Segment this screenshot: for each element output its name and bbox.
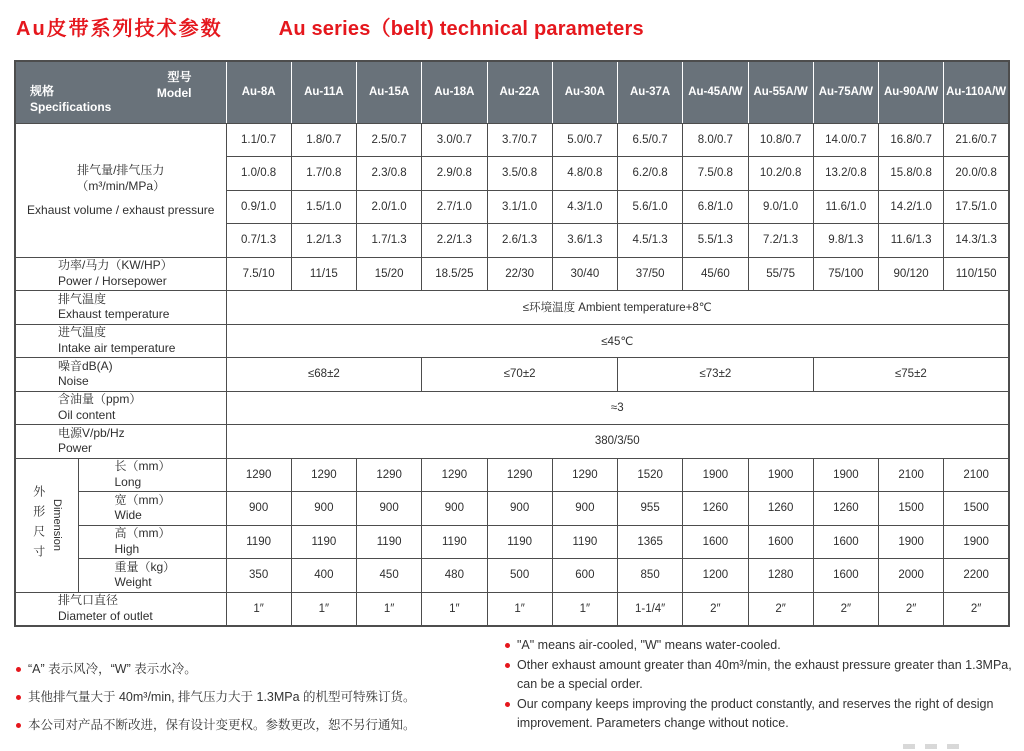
intake-temp-value: ≤45℃ bbox=[226, 324, 1009, 358]
table-row-power bbox=[15, 257, 1009, 291]
value-cell: 1900 bbox=[879, 525, 944, 559]
value-cell: 2.0/1.0 bbox=[357, 190, 422, 224]
value-cell: 9.8/1.3 bbox=[813, 224, 878, 258]
value-cell: 900 bbox=[422, 492, 487, 526]
parameters-table bbox=[14, 60, 1010, 627]
value-cell: 1520 bbox=[618, 458, 683, 492]
value-cell: 450 bbox=[357, 559, 422, 593]
value-cell: 5.5/1.3 bbox=[683, 224, 748, 258]
value-cell: 1600 bbox=[683, 525, 748, 559]
row-label-intake-temp: 进气温度 Intake air temperature bbox=[15, 324, 226, 358]
value-cell: 16.8/0.7 bbox=[879, 123, 944, 157]
value-cell: 4.8/0.8 bbox=[552, 157, 617, 191]
value-cell: 1″ bbox=[291, 592, 356, 626]
row-label-power: 功率/马力（KW/HP） Power / Horsepower bbox=[15, 257, 226, 291]
value-cell: 6.5/0.7 bbox=[618, 123, 683, 157]
value-cell: 1900 bbox=[683, 458, 748, 492]
value-cell: 900 bbox=[487, 492, 552, 526]
value-cell: 7.5/0.8 bbox=[683, 157, 748, 191]
table-row-outlet bbox=[15, 592, 1009, 626]
value-cell: 1190 bbox=[357, 525, 422, 559]
value-cell: 8.0/0.7 bbox=[683, 123, 748, 157]
table-row-dim-long bbox=[15, 458, 1009, 492]
row-label-supply: 电源V/pb/Hz Power bbox=[15, 425, 226, 459]
row-label-long: 长（mm） Long bbox=[78, 458, 226, 492]
value-cell: 1260 bbox=[683, 492, 748, 526]
cropped-page-number bbox=[903, 744, 959, 749]
value-cell: 2100 bbox=[879, 458, 944, 492]
value-cell: 2″ bbox=[944, 592, 1009, 626]
value-cell: 5.0/0.7 bbox=[552, 123, 617, 157]
value-cell: 1190 bbox=[487, 525, 552, 559]
model-header-cell: Au-15A bbox=[357, 61, 422, 123]
value-cell: 900 bbox=[291, 492, 356, 526]
note-zh-item: “A” 表示风冷，“W” 表示水冷。 bbox=[16, 660, 486, 679]
model-header-cell: Au-75A/W bbox=[813, 61, 878, 123]
corner-model-label: 型号 Model bbox=[156, 70, 192, 101]
value-cell: 600 bbox=[552, 559, 617, 593]
row-label-wide: 宽（mm） Wide bbox=[78, 492, 226, 526]
corner-cell bbox=[15, 61, 226, 123]
value-cell: 1900 bbox=[944, 525, 1009, 559]
value-cell: 1290 bbox=[422, 458, 487, 492]
table-row-exhaust-0 bbox=[15, 123, 1009, 157]
model-header-cell: Au-18A bbox=[422, 61, 487, 123]
value-cell: 2.5/0.7 bbox=[357, 123, 422, 157]
value-cell: 1290 bbox=[552, 458, 617, 492]
value-cell: 110/150 bbox=[944, 257, 1009, 291]
model-header-cell: Au-45A/W bbox=[683, 61, 748, 123]
page-title-zh: Au皮带系列技术参数 bbox=[16, 18, 223, 40]
value-cell: 9.0/1.0 bbox=[748, 190, 813, 224]
value-cell: 11.6/1.3 bbox=[879, 224, 944, 258]
value-cell: 1190 bbox=[226, 525, 291, 559]
value-cell: 1200 bbox=[683, 559, 748, 593]
value-cell: 955 bbox=[618, 492, 683, 526]
value-cell: 1.0/0.8 bbox=[226, 157, 291, 191]
value-cell: 1″ bbox=[422, 592, 487, 626]
bullet-icon bbox=[16, 667, 21, 672]
value-cell: 1.2/1.3 bbox=[291, 224, 356, 258]
value-cell: 2.7/1.0 bbox=[422, 190, 487, 224]
bullet-icon bbox=[505, 643, 510, 648]
row-label-outlet: 排气口直径 Diameter of outlet bbox=[15, 592, 226, 626]
value-cell: 1190 bbox=[552, 525, 617, 559]
noise-value-cell: ≤70±2 bbox=[422, 358, 618, 392]
notes-chinese bbox=[16, 660, 486, 744]
value-cell: 14.2/1.0 bbox=[879, 190, 944, 224]
value-cell: 20.0/0.8 bbox=[944, 157, 1009, 191]
value-cell: 1900 bbox=[748, 458, 813, 492]
note-zh-item: 本公司对产品不断改进，保有设计变更权。参数更改，恕不另行通知。 bbox=[16, 716, 486, 735]
table-row-supply bbox=[15, 425, 1009, 459]
noise-value-cell: ≤68±2 bbox=[226, 358, 422, 392]
value-cell: 4.3/1.0 bbox=[552, 190, 617, 224]
bullet-icon bbox=[16, 695, 21, 700]
value-cell: 1.5/1.0 bbox=[291, 190, 356, 224]
value-cell: 2.3/0.8 bbox=[357, 157, 422, 191]
table-row-intake-temp bbox=[15, 324, 1009, 358]
noise-value-cell: ≤73±2 bbox=[618, 358, 814, 392]
table-row-oil bbox=[15, 391, 1009, 425]
corner-spec-label: 规格 Specifications bbox=[30, 84, 112, 115]
value-cell: 6.8/1.0 bbox=[683, 190, 748, 224]
model-header-cell: Au-11A bbox=[291, 61, 356, 123]
value-cell: 37/50 bbox=[618, 257, 683, 291]
value-cell: 7.5/10 bbox=[226, 257, 291, 291]
bullet-icon bbox=[16, 723, 21, 728]
value-cell: 45/60 bbox=[683, 257, 748, 291]
value-cell: 15.8/0.8 bbox=[879, 157, 944, 191]
value-cell: 2.6/1.3 bbox=[487, 224, 552, 258]
value-cell: 11.6/1.0 bbox=[813, 190, 878, 224]
value-cell: 14.3/1.3 bbox=[944, 224, 1009, 258]
page-header bbox=[16, 12, 644, 41]
value-cell: 3.0/0.7 bbox=[422, 123, 487, 157]
notes-english bbox=[505, 636, 1013, 734]
value-cell: 2000 bbox=[879, 559, 944, 593]
table-row-dim-high bbox=[15, 525, 1009, 559]
row-label-exhaust-temp: 排气温度 Exhaust temperature bbox=[15, 291, 226, 325]
value-cell: 1.7/0.8 bbox=[291, 157, 356, 191]
model-header-cell: Au-30A bbox=[552, 61, 617, 123]
value-cell: 14.0/0.7 bbox=[813, 123, 878, 157]
value-cell: 13.2/0.8 bbox=[813, 157, 878, 191]
note-zh-item: 其他排气量大于 40m³/min, 排气压力大于 1.3MPa 的机型可特殊订货。 bbox=[16, 688, 486, 707]
row-label-exhaust: 排气量/排气压力 （m³/min/MPa） Exhaust volume / exhaust pressure bbox=[15, 123, 226, 257]
value-cell: 1190 bbox=[422, 525, 487, 559]
model-header-cell: Au-55A/W bbox=[748, 61, 813, 123]
note-en-item: Other exhaust amount greater than 40m³/min, the exhaust pressure greater than 1.3MPa, can be a special order. bbox=[505, 656, 1013, 695]
value-cell: 90/120 bbox=[879, 257, 944, 291]
value-cell: 2.9/0.8 bbox=[422, 157, 487, 191]
value-cell: 1″ bbox=[357, 592, 422, 626]
value-cell: 2.2/1.3 bbox=[422, 224, 487, 258]
value-cell: 21.6/0.7 bbox=[944, 123, 1009, 157]
value-cell: 4.5/1.3 bbox=[618, 224, 683, 258]
table-row-exhaust-temp bbox=[15, 291, 1009, 325]
bullet-icon bbox=[505, 702, 510, 707]
row-label-weight: 重量（kg） Weight bbox=[78, 559, 226, 593]
value-cell: 500 bbox=[487, 559, 552, 593]
value-cell: 900 bbox=[552, 492, 617, 526]
row-label-noise: 噪音dB(A) Noise bbox=[15, 358, 226, 392]
value-cell: 18.5/25 bbox=[422, 257, 487, 291]
value-cell: 1290 bbox=[487, 458, 552, 492]
value-cell: 1500 bbox=[944, 492, 1009, 526]
note-en-item: Our company keeps improving the product constantly, and reserves the right of design improvement. Parameters change without notice. bbox=[505, 695, 1013, 734]
value-cell: 11/15 bbox=[291, 257, 356, 291]
value-cell: 55/75 bbox=[748, 257, 813, 291]
value-cell: 350 bbox=[226, 559, 291, 593]
model-header-cell: Au-37A bbox=[618, 61, 683, 123]
value-cell: 1290 bbox=[226, 458, 291, 492]
table-row-dim-weight bbox=[15, 559, 1009, 593]
model-header-cell: Au-22A bbox=[487, 61, 552, 123]
value-cell: 480 bbox=[422, 559, 487, 593]
value-cell: 3.1/1.0 bbox=[487, 190, 552, 224]
table-header-row bbox=[15, 61, 1009, 123]
value-cell: 0.7/1.3 bbox=[226, 224, 291, 258]
row-label-oil: 含油量（ppm） Oil content bbox=[15, 391, 226, 425]
value-cell: 1.8/0.7 bbox=[291, 123, 356, 157]
value-cell: 1600 bbox=[813, 559, 878, 593]
value-cell: 1600 bbox=[813, 525, 878, 559]
value-cell: 6.2/0.8 bbox=[618, 157, 683, 191]
value-cell: 1500 bbox=[879, 492, 944, 526]
value-cell: 2100 bbox=[944, 458, 1009, 492]
value-cell: 400 bbox=[291, 559, 356, 593]
oil-content-value: ≈3 bbox=[226, 391, 1009, 425]
value-cell: 1-1/4″ bbox=[618, 592, 683, 626]
value-cell: 7.2/1.3 bbox=[748, 224, 813, 258]
value-cell: 10.2/0.8 bbox=[748, 157, 813, 191]
value-cell: 75/100 bbox=[813, 257, 878, 291]
table-row-dim-wide bbox=[15, 492, 1009, 526]
exhaust-temp-value: ≤环境温度 Ambient temperature+8℃ bbox=[226, 291, 1009, 325]
value-cell: 1.7/1.3 bbox=[357, 224, 422, 258]
value-cell: 1″ bbox=[487, 592, 552, 626]
value-cell: 900 bbox=[357, 492, 422, 526]
value-cell: 1290 bbox=[291, 458, 356, 492]
note-en-item: "A" means air-cooled, "W" means water-cooled. bbox=[505, 636, 1013, 656]
value-cell: 22/30 bbox=[487, 257, 552, 291]
value-cell: 17.5/1.0 bbox=[944, 190, 1009, 224]
value-cell: 1290 bbox=[357, 458, 422, 492]
value-cell: 1″ bbox=[552, 592, 617, 626]
value-cell: 850 bbox=[618, 559, 683, 593]
model-header-cell: Au-8A bbox=[226, 61, 291, 123]
bullet-icon bbox=[505, 663, 510, 668]
value-cell: 2″ bbox=[748, 592, 813, 626]
value-cell: 15/20 bbox=[357, 257, 422, 291]
value-cell: 2″ bbox=[813, 592, 878, 626]
value-cell: 1.1/0.7 bbox=[226, 123, 291, 157]
value-cell: 1280 bbox=[748, 559, 813, 593]
value-cell: 1365 bbox=[618, 525, 683, 559]
page-title-en: Au series（belt) technical parameters bbox=[278, 18, 644, 40]
value-cell: 3.5/0.8 bbox=[487, 157, 552, 191]
value-cell: 900 bbox=[226, 492, 291, 526]
value-cell: 1900 bbox=[813, 458, 878, 492]
table-row-noise bbox=[15, 358, 1009, 392]
dimension-group-label: 外形尺寸 Dimension bbox=[15, 458, 78, 592]
value-cell: 1600 bbox=[748, 525, 813, 559]
value-cell: 3.7/0.7 bbox=[487, 123, 552, 157]
value-cell: 5.6/1.0 bbox=[618, 190, 683, 224]
value-cell: 0.9/1.0 bbox=[226, 190, 291, 224]
value-cell: 2″ bbox=[879, 592, 944, 626]
value-cell: 1″ bbox=[226, 592, 291, 626]
power-supply-value: 380/3/50 bbox=[226, 425, 1009, 459]
value-cell: 1260 bbox=[748, 492, 813, 526]
model-header-cell: Au-110A/W bbox=[944, 61, 1009, 123]
noise-value-cell: ≤75±2 bbox=[813, 358, 1009, 392]
value-cell: 2200 bbox=[944, 559, 1009, 593]
value-cell: 2″ bbox=[683, 592, 748, 626]
value-cell: 10.8/0.7 bbox=[748, 123, 813, 157]
model-header-cell: Au-90A/W bbox=[879, 61, 944, 123]
value-cell: 3.6/1.3 bbox=[552, 224, 617, 258]
value-cell: 30/40 bbox=[552, 257, 617, 291]
value-cell: 1260 bbox=[813, 492, 878, 526]
value-cell: 1190 bbox=[291, 525, 356, 559]
row-label-high: 高（mm） High bbox=[78, 525, 226, 559]
